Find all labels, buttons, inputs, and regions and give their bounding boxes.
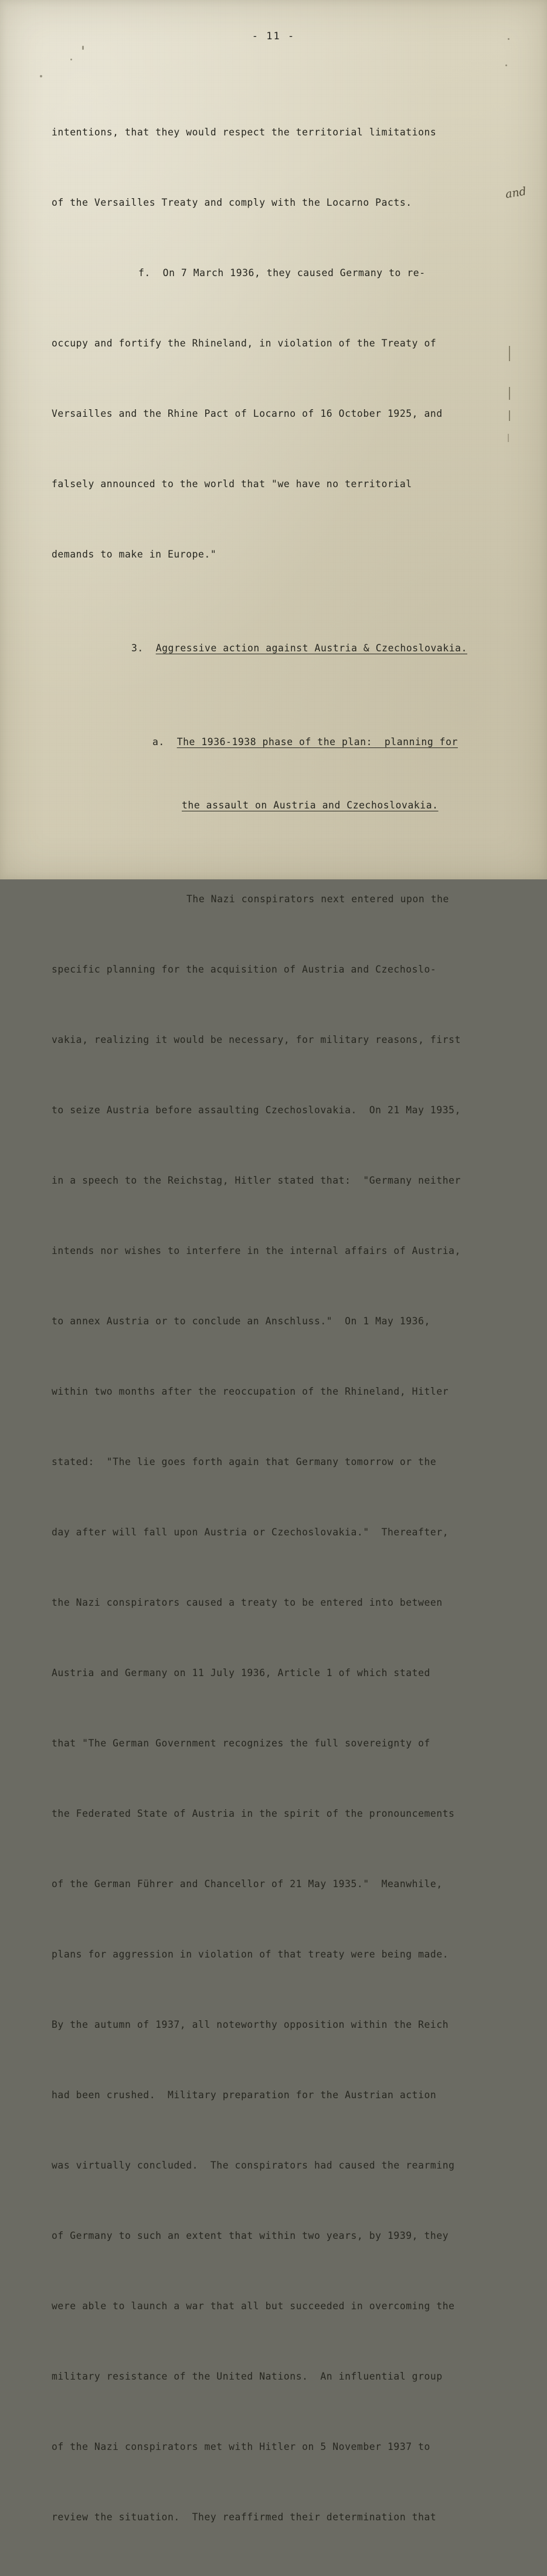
heading-3-number: 3. xyxy=(131,643,144,654)
text-line: of the Nazi conspirators met with Hitler on 5 November 1937 to xyxy=(52,2441,430,2452)
text-line: the Nazi conspirators caused a treaty to be entered into between xyxy=(52,1597,443,1608)
document-body xyxy=(52,74,515,2576)
text-line: had been crushed. Military preparation for the Austrian action xyxy=(52,2089,437,2101)
paper-speck xyxy=(505,64,507,66)
heading-a-line2: the assault on Austria and Czechoslovakia. xyxy=(182,800,439,811)
paper-speck xyxy=(82,46,84,50)
heading-a-line2-wrap xyxy=(52,794,515,817)
text-line: in a speech to the Reichstag, Hitler stated that: "Germany neither xyxy=(52,1175,461,1186)
text-line: intends nor wishes to interfere in the internal affairs of Austria, xyxy=(52,1245,461,1256)
text-line: to seize Austria before assaulting Czechoslovakia. On 21 May 1935, xyxy=(52,1105,461,1116)
text-line: were able to launch a war that all but succeeded in overcoming the xyxy=(52,2300,455,2312)
text-line: that "The German Government recognizes the full sovereignty of xyxy=(52,1738,430,1749)
text-line: to annex Austria or to conclude an Anschluss." On 1 May 1936, xyxy=(52,1316,430,1327)
text-line: vakia, realizing it would be necessary, for military reasons, first xyxy=(52,1034,461,1045)
text-line: Austria and Germany on 11 July 1936, Article 1 of which stated xyxy=(52,1667,430,1678)
text-line: The Nazi conspirators next entered upon the xyxy=(186,893,449,905)
text-line: plans for aggression in violation of that treaty were being made. xyxy=(52,1949,449,1960)
text-line: Versailles and the Rhine Pact of Locarno of 16 October 1925, and xyxy=(52,408,443,419)
text-line: was virtually concluded. The conspirators had caused the rearming xyxy=(52,2160,455,2171)
text-line: day after will fall upon Austria or Czechoslovakia." Thereafter, xyxy=(52,1527,449,1538)
text-line: stated: "The lie goes forth again that Germany tomorrow or the xyxy=(52,1456,437,1467)
text-line: specific planning for the acquisition of Austria and Czechoslo- xyxy=(52,964,437,975)
text-line: intentions, that they would respect the territorial limitations xyxy=(52,127,437,138)
page-number: - 11 - xyxy=(252,30,295,42)
text-line: demands to make in Europe." xyxy=(52,549,217,560)
paper-speck xyxy=(70,59,72,60)
text-line: of the German Führer and Chancellor of 21 May 1935." Meanwhile, xyxy=(52,1878,443,1889)
heading-item-3 xyxy=(52,637,515,660)
text-line: of the Versailles Treaty and comply with the Locarno Pacts. xyxy=(52,197,412,208)
text-line: review the situation. They reaffirmed their determination that xyxy=(52,2512,437,2523)
paper-speck xyxy=(40,75,42,77)
heading-3-text: Aggressive action against Austria & Czechoslovakia. xyxy=(155,643,468,654)
text-line: occupy and fortify the Rhineland, in violation of the Treaty of xyxy=(52,338,437,349)
heading-item-a xyxy=(52,730,515,754)
text-line: military resistance of the United Nations. An influential group xyxy=(52,2371,443,2382)
heading-a-letter: a. xyxy=(152,736,165,747)
text-line: of Germany to such an extent that within two years, by 1939, they xyxy=(52,2230,449,2241)
text-line: f. On 7 March 1936, they caused Germany to re- xyxy=(138,267,426,278)
text-line: falsely announced to the world that "we have no territorial xyxy=(52,478,412,490)
text-line: the Federated State of Austria in the spirit of the pronouncements xyxy=(52,1808,455,1819)
handwritten-margin-note: and xyxy=(504,185,528,201)
text-line: within two months after the reoccupation of the Rhineland, Hitler xyxy=(52,1386,449,1397)
heading-a-line1: The 1936-1938 phase of the plan: planning for xyxy=(176,736,458,747)
text-line: By the autumn of 1937, all noteworthy opposition within the Reich xyxy=(52,2019,449,2030)
